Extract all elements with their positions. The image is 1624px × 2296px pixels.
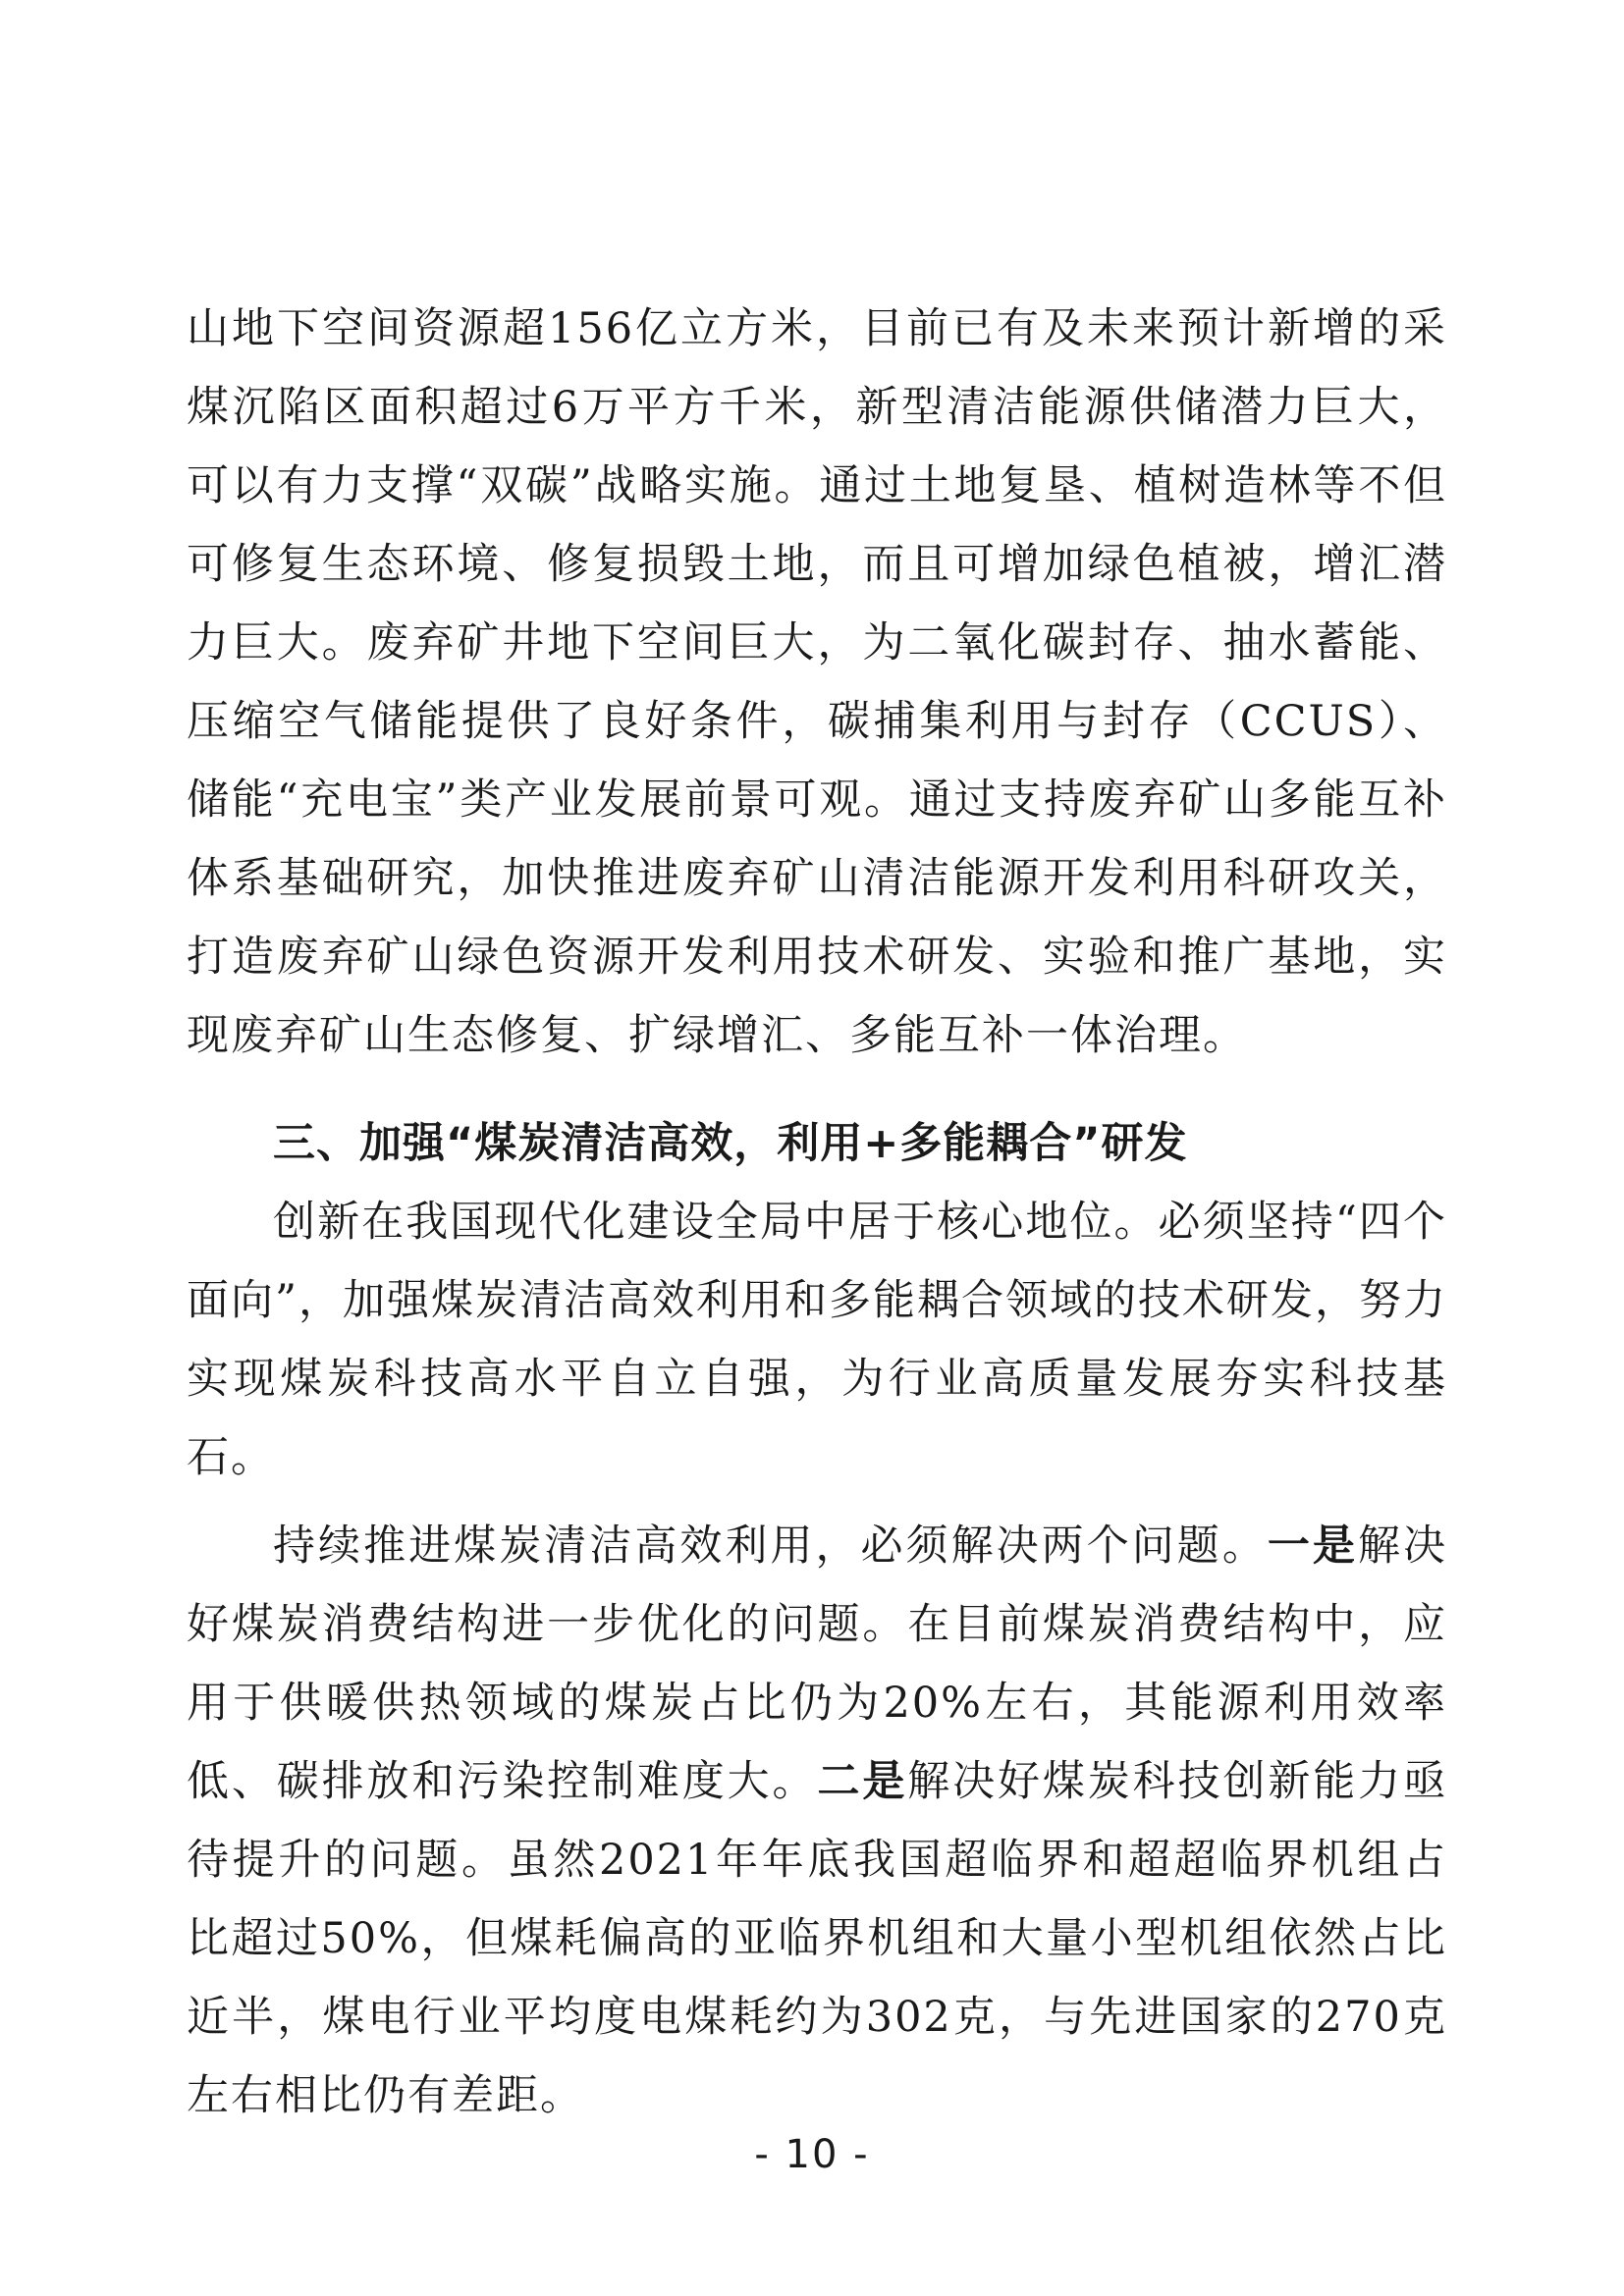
paragraph-lead: 持续推进煤炭清洁高效利用，必须解决两个问题。 (273, 1522, 1268, 1571)
paragraph-continuation: 山地下空间资源超156亿立方米，目前已有及未来预计新增的采煤沉陷区面积超过6万平方千米，新型清洁能源供储潜力巨大，可以有力支撑“双碳”战略实施。通过土地复垦、植树造林等不但可修复生态环境、修复损毁土地，而且可增加绿色植被，增汇潜力巨大。废弃矿井地下空间巨大，为二氧化碳封存、抽水蓄能、压缩空气储能提供了良好条件，碳捕集利用与封存（CCUS）、储能“充电宝”类产业发展前景可观。通过支持废弃矿山多能互补体系基础研究，加快推进废弃矿山清洁能源开发利用科研攻关，打造废弃矿山绿色资源开发利用技术研发、实验和推广基地，实现废弃矿山生态修复、扩绿增汇、多能互补一体治理。 (187, 304, 1447, 1060)
paragraph-innovation: 创新在我国现代化建设全局中居于核心地位。必须坚持“四个面向”，加强煤炭清洁高效利用和多能耦合领域的技术研发，努力实现煤炭科技高水平自立自强，为行业高质量发展夯实科技基石。 (187, 1198, 1447, 1482)
paragraph-two-problems (187, 1507, 1447, 2135)
point-one-text: 解决好煤炭消费结构进一步优化的问题。在目前煤炭消费结构中，应用于供暖供热领域的煤炭占比仍为20%左右，其能源利用效率低、碳排放和污染控制难度大。 (187, 1522, 1448, 1806)
point-one-label: 一是 (1267, 1522, 1358, 1571)
body-text-bottom (187, 1183, 1447, 2135)
body-text-top (187, 290, 1447, 1075)
section-heading: 三、加强“煤炭清洁高效，利用+多能耦合”研发 (273, 1119, 1188, 1168)
point-two-text: 解决好煤炭科技创新能力亟待提升的问题。虽然2021年年底我国超临界和超超临界机组占比超过50%，但煤耗偏高的亚临界机组和大量小型机组依然占比近半，煤电行业平均度电煤耗约为302克，与先进国家的270克左右相比仍有差距。 (187, 1757, 1448, 2120)
point-two-label: 二是 (817, 1757, 908, 1806)
page-number: - 10 - (754, 2132, 870, 2177)
